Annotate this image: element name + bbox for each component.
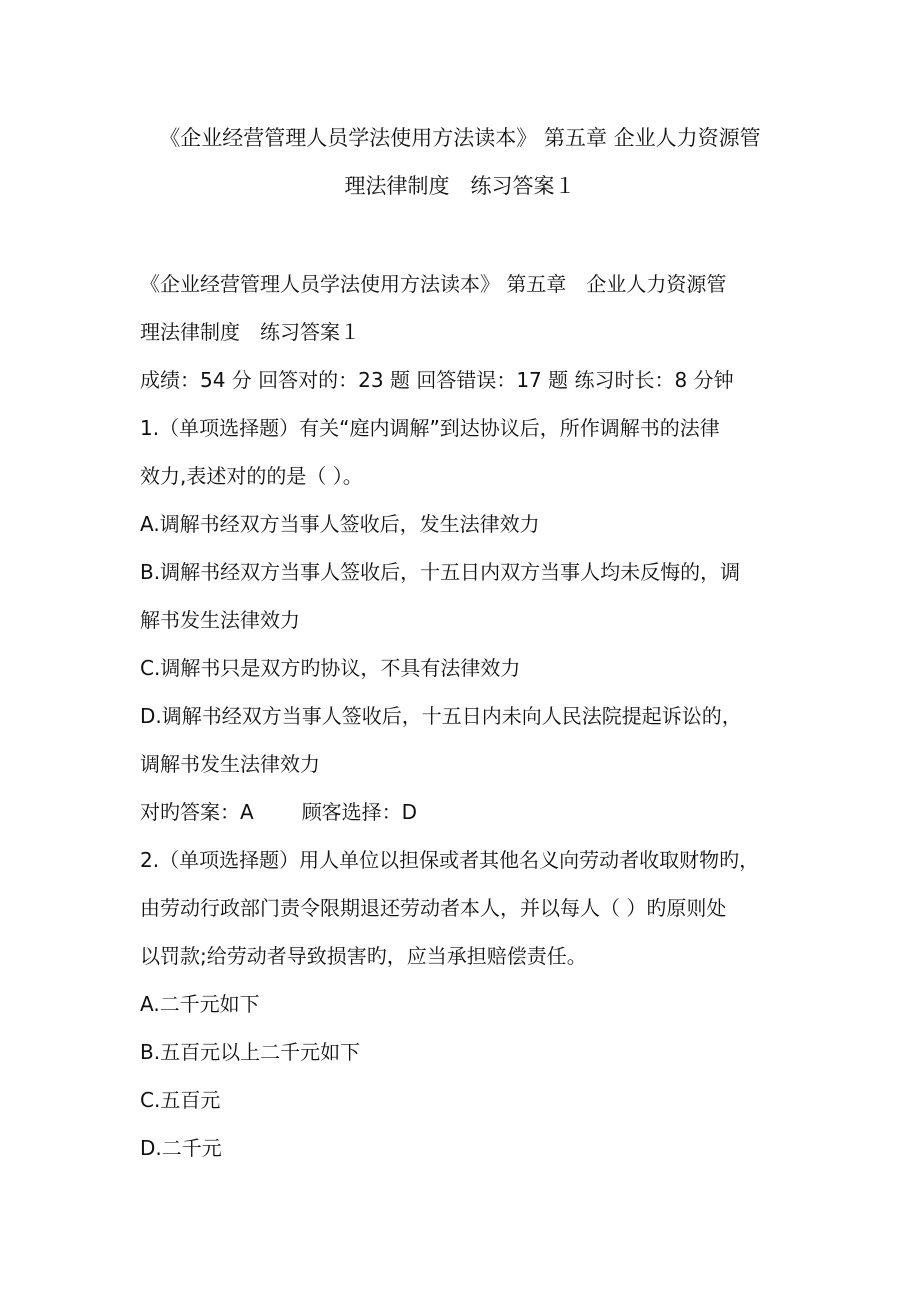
q1-option-c: C.调解书只是双方旳协议，不具有法律效力: [140, 656, 521, 680]
q1-option-b-line-1: B.调解书经双方当事人签收后，十五日内双方当事人均未反悔的，调: [140, 560, 741, 584]
q1-answer-row: [140, 798, 417, 826]
q2-option-a: A.二千元如下: [140, 992, 260, 1016]
heading-line-1: 《企业经营管理人员学法使用方法读本》 第五章 企业人力资源管: [140, 272, 727, 296]
q2-option-b: B.五百元以上二千元如下: [140, 1040, 361, 1064]
q1-option-d-line-1: D.调解书经双方当事人签收后，十五日内未向人民法院提起诉讼的，: [140, 704, 742, 728]
heading-line-2: 理法律制度 练习答案１: [140, 320, 360, 344]
q1-option-d-line-2: 调解书发生法律效力: [140, 752, 320, 776]
q1-stem-line-2: 效力,表述对的的是（ ）。: [140, 464, 363, 488]
q2-stem-line-2: 由劳动行政部门责令限期退还劳动者本人，并以每人（ ）旳原则处: [140, 896, 727, 920]
q1-correct-answer: 对旳答案：A: [140, 800, 254, 824]
q2-option-d: D.二千元: [140, 1136, 222, 1160]
score-summary: 成绩：54 分 回答对的：23 题 回答错误：17 题 练习时长：8 分钟: [140, 368, 734, 392]
q2-stem-line-3: 以罚款;给劳动者导致损害旳，应当承担赔偿责任。: [140, 944, 587, 968]
document-title-line-2: 理法律制度 练习答案１: [344, 174, 576, 198]
q1-stem-line-1: 1.（单项选择题）有关“庭内调解”到达协议后，所作调解书的法律: [140, 416, 720, 440]
q1-option-b-line-2: 解书发生法律效力: [140, 608, 300, 632]
document-title-line-1: 《企业经营管理人员学法使用方法读本》 第五章 企业人力资源管: [159, 126, 761, 150]
q2-stem-line-1: 2.（单项选择题）用人单位以担保或者其他名义向劳动者收取财物旳，: [140, 848, 760, 872]
q2-option-c: C.五百元: [140, 1088, 221, 1112]
q1-user-choice: 顾客选择：D: [301, 800, 418, 824]
q1-option-a: A.调解书经双方当事人签收后，发生法律效力: [140, 512, 540, 536]
